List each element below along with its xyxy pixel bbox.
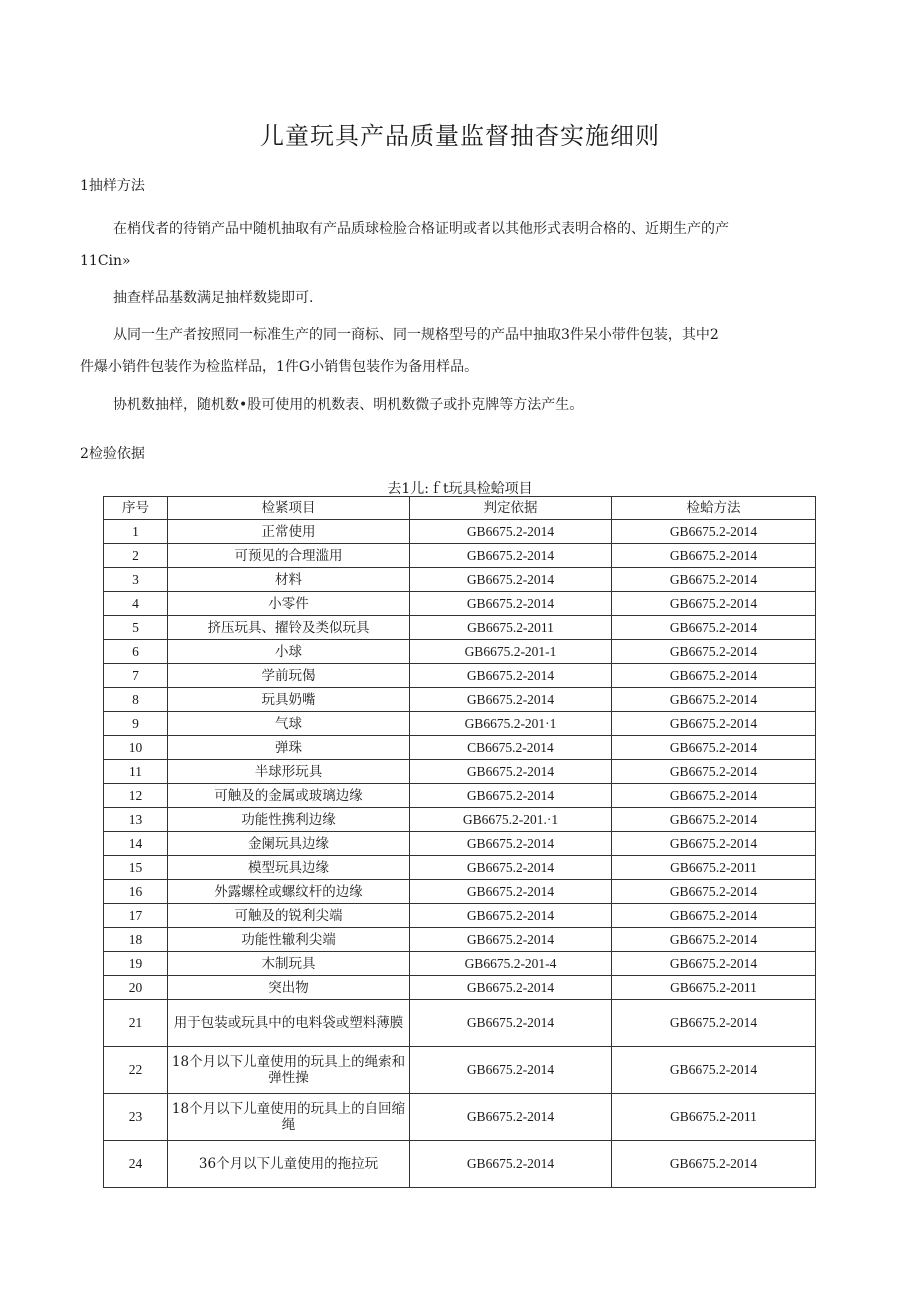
- cell-criteria: GB6675.2-2014: [410, 976, 612, 1000]
- cell-criteria: GB6675.2-2014: [410, 520, 612, 544]
- cell-criteria: GB6675.2-2014: [410, 1094, 612, 1141]
- table-header-row: [104, 497, 816, 520]
- cell-method: GB6675.2-2014: [612, 544, 816, 568]
- cell-method: GB6675.2-2014: [612, 712, 816, 736]
- cell-criteria: GB6675.2-2014: [410, 784, 612, 808]
- cell-number: 10: [104, 736, 168, 760]
- cell-item: 木制玩具: [168, 952, 410, 976]
- table-row: [104, 760, 816, 784]
- cell-item: 正常使用: [168, 520, 410, 544]
- table-row: [104, 544, 816, 568]
- cell-method: GB6675.2-2014: [612, 616, 816, 640]
- cell-number: 21: [104, 1000, 168, 1047]
- table-row: [104, 592, 816, 616]
- cell-criteria: GB6675.2-201-1: [410, 640, 612, 664]
- cell-number: 2: [104, 544, 168, 568]
- cell-item: 学前玩偈: [168, 664, 410, 688]
- cell-item: 半球形玩具: [168, 760, 410, 784]
- column-header-number: 序号: [104, 497, 168, 520]
- cell-method: GB6675.2-2014: [612, 688, 816, 712]
- cell-method: GB6675.2-2014: [612, 1141, 816, 1188]
- table-row: [104, 640, 816, 664]
- paragraph-3: 从同一生产者按照同一标准生产的同一商标、同一规格型号的产品中抽取3件呆小带件包装，其中2: [113, 327, 719, 343]
- cell-item: 用于包装或玩具中的电料袋或塑料薄膜: [168, 1000, 410, 1047]
- table-row: [104, 976, 816, 1000]
- table-row: [104, 1141, 816, 1188]
- cell-criteria: GB6675.2-2014: [410, 856, 612, 880]
- paragraph-1: 在梢伐者的待销产品中随机抽取有产品质球检脸合格证明或者以其他形式表明合格的、近期生产的产: [113, 221, 729, 237]
- cell-method: GB6675.2-2014: [612, 664, 816, 688]
- cell-method: GB6675.2-2014: [612, 904, 816, 928]
- table-row: [104, 1047, 816, 1094]
- cell-method: GB6675.2-2014: [612, 1000, 816, 1047]
- cell-number: 15: [104, 856, 168, 880]
- cell-criteria: GB6675.2-2014: [410, 544, 612, 568]
- cell-number: 4: [104, 592, 168, 616]
- cell-number: 7: [104, 664, 168, 688]
- cell-method: GB6675.2-2014: [612, 760, 816, 784]
- cell-criteria: GB6675.2-2014: [410, 928, 612, 952]
- cell-item: 小零件: [168, 592, 410, 616]
- table-row: [104, 568, 816, 592]
- table-row: [104, 856, 816, 880]
- table-row: [104, 1094, 816, 1141]
- cell-criteria: GB6675.2-2014: [410, 1141, 612, 1188]
- cell-number: 5: [104, 616, 168, 640]
- cell-method: GB6675.2-2014: [612, 640, 816, 664]
- cell-item: 18个月以下儿童使用的玩具上的自回缩绳: [168, 1094, 410, 1141]
- cell-method: GB6675.2-2014: [612, 592, 816, 616]
- cell-number: 19: [104, 952, 168, 976]
- cell-item: 36个月以下儿童使用的拖拉玩: [168, 1141, 410, 1188]
- cell-criteria: GB6675.2-2014: [410, 688, 612, 712]
- paragraph-1-continuation: 11Cin»: [80, 253, 131, 269]
- cell-criteria: CB6675.2-2014: [410, 736, 612, 760]
- table-row: [104, 880, 816, 904]
- table-row: [104, 808, 816, 832]
- paragraph-4: 协机数抽样，随机数•股可使用的机数表、明机数微子或扑克牌等方法产生。: [113, 397, 584, 413]
- cell-number: 3: [104, 568, 168, 592]
- cell-method: GB6675.2-2014: [612, 880, 816, 904]
- cell-number: 1: [104, 520, 168, 544]
- table-row: [104, 712, 816, 736]
- cell-item: 玩具奶嘴: [168, 688, 410, 712]
- cell-criteria: GB6675.2-2014: [410, 760, 612, 784]
- column-header-criteria: 判定依据: [410, 497, 612, 520]
- cell-method: GB6675.2-2014: [612, 784, 816, 808]
- cell-criteria: GB6675.2-2014: [410, 904, 612, 928]
- cell-number: 16: [104, 880, 168, 904]
- table-row: [104, 688, 816, 712]
- cell-number: 11: [104, 760, 168, 784]
- cell-criteria: GB6675.2-201.·1: [410, 808, 612, 832]
- table-row: [104, 664, 816, 688]
- cell-number: 12: [104, 784, 168, 808]
- cell-item: 模型玩具边缘: [168, 856, 410, 880]
- cell-item: 可触及的金属或玻璃边缘: [168, 784, 410, 808]
- table-row: [104, 904, 816, 928]
- cell-method: GB6675.2-2014: [612, 736, 816, 760]
- table-row: [104, 952, 816, 976]
- cell-criteria: GB6675.2-201·1: [410, 712, 612, 736]
- paragraph-3-continuation: 件爆小销件包装作为检监样品，1件G小销售包装作为备用样品。: [80, 359, 479, 375]
- column-header-method: 检蛤方法: [612, 497, 816, 520]
- cell-method: GB6675.2-2011: [612, 976, 816, 1000]
- column-header-item: 检紧项目: [168, 497, 410, 520]
- cell-number: 17: [104, 904, 168, 928]
- cell-method: GB6675.2-2014: [612, 568, 816, 592]
- cell-item: 功能性辙利尖端: [168, 928, 410, 952]
- cell-number: 9: [104, 712, 168, 736]
- cell-method: GB6675.2-2014: [612, 928, 816, 952]
- table-row: [104, 616, 816, 640]
- cell-criteria: GB6675.2-2014: [410, 832, 612, 856]
- cell-criteria: GB6675.2-2011: [410, 616, 612, 640]
- table-row: [104, 520, 816, 544]
- cell-method: GB6675.2-2014: [612, 520, 816, 544]
- table-caption: 去1儿:ｆt玩具检蛤项目: [387, 481, 533, 497]
- cell-item: 18个月以下儿童使用的玩具上的绳索和弹性操: [168, 1047, 410, 1094]
- inspection-items-table: [103, 496, 816, 1188]
- cell-method: GB6675.2-2014: [612, 952, 816, 976]
- cell-item: 弹珠: [168, 736, 410, 760]
- cell-number: 13: [104, 808, 168, 832]
- cell-number: 24: [104, 1141, 168, 1188]
- cell-item: 可预见的合理滥用: [168, 544, 410, 568]
- paragraph-2: 抽查样品基数满足抽样数毙即可.: [113, 290, 314, 306]
- cell-criteria: GB6675.2-2014: [410, 568, 612, 592]
- section-1-heading: 1抽样方法: [80, 178, 145, 194]
- table-row: [104, 1000, 816, 1047]
- cell-item: 外露螺栓或螺纹杆的边缘: [168, 880, 410, 904]
- cell-item: 突出物: [168, 976, 410, 1000]
- cell-criteria: GB6675.2-2014: [410, 664, 612, 688]
- cell-method: GB6675.2-2014: [612, 832, 816, 856]
- cell-item: 材料: [168, 568, 410, 592]
- cell-criteria: GB6675.2-2014: [410, 1000, 612, 1047]
- table-row: [104, 784, 816, 808]
- section-2-heading: 2检验依据: [80, 446, 145, 462]
- cell-number: 6: [104, 640, 168, 664]
- cell-number: 14: [104, 832, 168, 856]
- cell-number: 23: [104, 1094, 168, 1141]
- cell-criteria: GB6675.2-2014: [410, 1047, 612, 1094]
- cell-criteria: GB6675.2-201-4: [410, 952, 612, 976]
- table-row: [104, 736, 816, 760]
- cell-item: 挤压玩具、擢铃及类似玩具: [168, 616, 410, 640]
- cell-item: 可触及的锐利尖端: [168, 904, 410, 928]
- cell-criteria: GB6675.2-2014: [410, 592, 612, 616]
- table-row: [104, 928, 816, 952]
- cell-number: 20: [104, 976, 168, 1000]
- cell-number: 22: [104, 1047, 168, 1094]
- cell-item: 金阑玩具边缘: [168, 832, 410, 856]
- cell-item: 气球: [168, 712, 410, 736]
- cell-item: 功能性携利边缘: [168, 808, 410, 832]
- cell-method: GB6675.2-2011: [612, 856, 816, 880]
- cell-number: 18: [104, 928, 168, 952]
- cell-number: 8: [104, 688, 168, 712]
- cell-method: GB6675.2-2014: [612, 1047, 816, 1094]
- cell-method: GB6675.2-2011: [612, 1094, 816, 1141]
- cell-method: GB6675.2-2014: [612, 808, 816, 832]
- table-body: [104, 520, 816, 1188]
- table-row: [104, 832, 816, 856]
- cell-item: 小球: [168, 640, 410, 664]
- document-title: 儿童玩具产品质量监督抽杳实施细则: [260, 122, 660, 150]
- cell-criteria: GB6675.2-2014: [410, 880, 612, 904]
